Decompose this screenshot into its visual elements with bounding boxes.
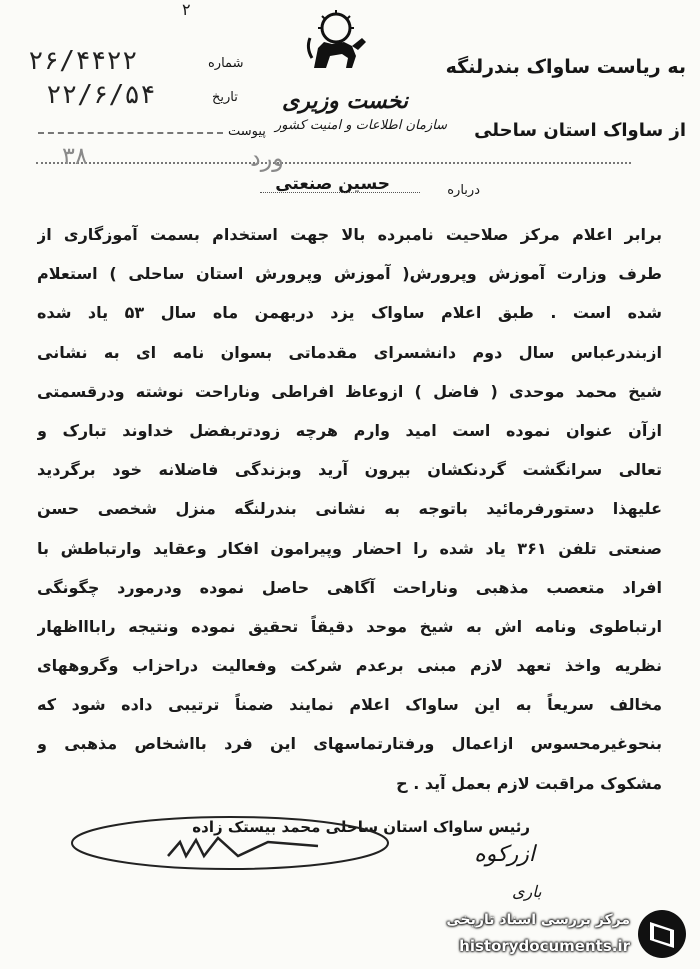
body-line: طرف وزارت آموزش وپرورش( آموزش وپرورش استان ساحلی ) استعلام: [37, 264, 662, 284]
signatory-line: رئیس ساواک استان ساحلی محمد بیستک زاده: [192, 818, 530, 836]
body-line: صنعتی تلفن ۳۶۱ یاد شده را احضار وپیرامون افکار وعقاید وارتباطش با: [37, 538, 662, 558]
subject-dots: [260, 192, 420, 193]
body-line: تعالی سرانگشت گردنکشان بیرون آرید وبزندگی فاضلانه خود برگردید: [37, 460, 662, 480]
org-title: نخست وزیری: [282, 88, 408, 114]
body-line: شده است . طبق اعلام ساواک یزد دربهمن ماه سال ۵۳ یاد شده: [37, 303, 662, 323]
body-line: مشکوک مراقبت لازم بعمل آید . ح: [396, 773, 662, 793]
lion-and-sun-emblem-icon: [300, 8, 370, 74]
signature-scribble: ازرکوه: [474, 842, 535, 867]
body-line: بنحوغیرمحسوس ازاعمال ورفتارتماسهای این فرد بااشخاص مذهبی و: [37, 734, 662, 754]
body-line: ازآن عنوان نموده است امید وارم هرچه زودتربفضل خداوند تبارک و: [37, 420, 662, 440]
letter-date: ۲۲/۶/۵۴: [46, 80, 156, 110]
top-mark: ۲: [182, 0, 191, 19]
signature-oval-icon: [68, 812, 393, 874]
date-label: تاریخ: [212, 90, 238, 105]
separator-dots: [36, 162, 631, 164]
body-line: شیخ محمد موحدی ( فاضل ) ازوعاظ افراطی وناراحت نوشته ودرقسمتی: [37, 381, 662, 401]
number-label: شماره: [208, 56, 244, 71]
archive-logo-icon: [636, 908, 688, 960]
subject-label: درباره: [447, 183, 480, 198]
letter-number: ۲۶/۴۴۲۲: [28, 46, 138, 76]
body-line: مخالف سریعاً به این ساواک اعلام نمایند ضمناً ترتیبی داده شود که: [37, 695, 662, 715]
handwritten-note: باری: [512, 882, 542, 901]
body-line: ارتباطوی ونامه اش به شیخ موحد دقیقاً تحقیق نموده ونتیجه راباااظهار: [37, 616, 662, 636]
letter-body: [37, 215, 662, 803]
org-subtitle: سازمان اطلاعات و امنیت کشور: [275, 118, 448, 133]
subject-value: حسین صنعتی: [275, 174, 390, 194]
body-line: برابر اعلام مرکز صلاحیت نامبرده بالا جهت استخدام بسمت آموزگاری از: [37, 225, 662, 244]
watermark-name: مرکز بررسی اسناد تاریخی: [446, 912, 630, 928]
smudge-mark: ورد: [250, 144, 284, 172]
body-line: ازبندرعباس سال دوم دانشسرای مقدماتی بسوان نامه ای به نشانی: [37, 342, 662, 362]
body-line: نظریه واخذ تعهد لازم مبنی برعدم شرکت وفعالیت دراحزاب وگروههای: [37, 656, 662, 676]
recipient-line: به ریاست ساواک بندرلنگه: [445, 56, 686, 78]
smudge-mark: ٣٨: [62, 142, 88, 170]
attachment-dots: [38, 132, 223, 134]
attachment-label: پیوست: [228, 124, 266, 139]
body-line: علیهذا دستورفرمائید باتوجه به نشانی بندرلنگه منزل شخصی حسن: [37, 499, 662, 519]
watermark-url: historydocuments.ir: [459, 937, 630, 955]
sender-line: از ساواک استان ساحلی: [474, 120, 686, 141]
body-line: افراد متعصب مذهبی وناراحت آگاهی حاصل نموده ودرمورد چگونگی: [37, 577, 662, 597]
